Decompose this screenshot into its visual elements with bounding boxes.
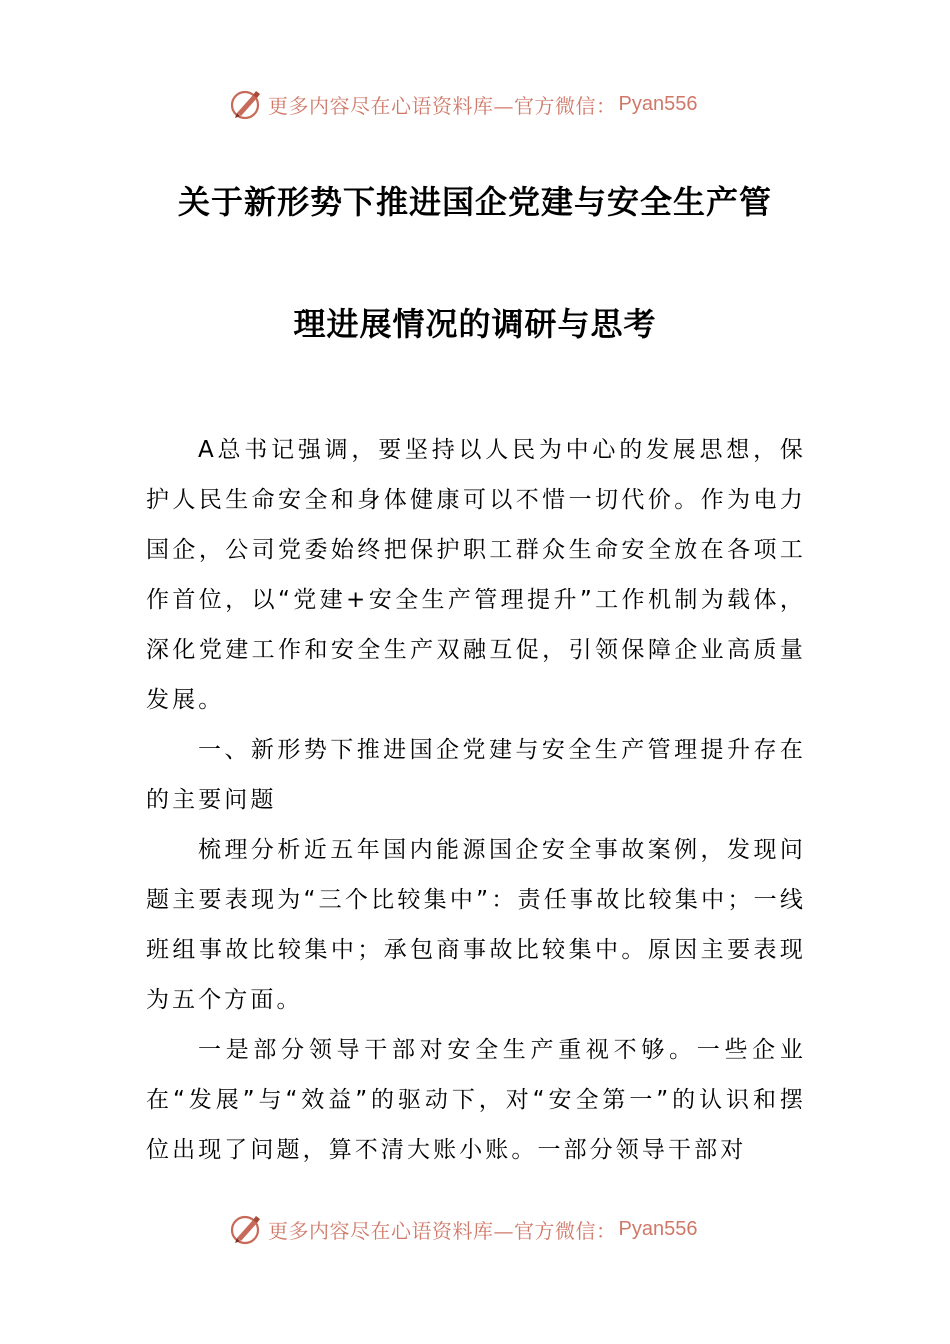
footer-watermark <box>228 1209 697 1249</box>
pen-circle-logo-icon <box>228 86 264 122</box>
pen-circle-logo-icon <box>228 1211 264 1247</box>
header-watermark <box>228 84 697 124</box>
paragraph-point-1: 一是部分领导干部对安全生产重视不够。一些企业在“发展”与“效益”的驱动下，对“安全第一”的认识和摆位出现了问题，算不清大账小账。一部分领导干部对 <box>146 1037 806 1163</box>
document-body <box>146 425 806 1175</box>
paragraph-analysis: 梳理分析近五年国内能源国企安全事故案例，发现问题主要表现为“三个比较集中”：责任事故比较集中；一线班组事故比较集中；承包商事故比较集中。原因主要表现为五个方面。 <box>146 837 806 1013</box>
watermark-wechat-id: Pyan556 <box>618 92 698 115</box>
paragraph-intro: A总书记强调，要坚持以人民为中心的发展思想，保护人民生命安全和身体健康可以不惜一切代价。作为电力国企，公司党委始终把保护职工群众生命安全放在各项工作首位，以“党建+安全生产管理提升”工作机制为载体，深化党建工作和安全生产双融互促，引领保障企业高质量发展。 <box>146 437 806 713</box>
document-title-line-1: 关于新形势下推进国企党建与安全生产管 <box>177 183 772 221</box>
watermark-wechat-id: Pyan556 <box>618 1217 698 1240</box>
section-heading-1: 一、新形势下推进国企党建与安全生产管理提升存在的主要问题 <box>146 737 806 813</box>
document-title-line-2: 理进展情况的调研与思考 <box>293 305 657 343</box>
watermark-text: 更多内容尽在心语资料库—官方微信： <box>268 1218 617 1243</box>
watermark-text: 更多内容尽在心语资料库—官方微信： <box>268 93 617 118</box>
